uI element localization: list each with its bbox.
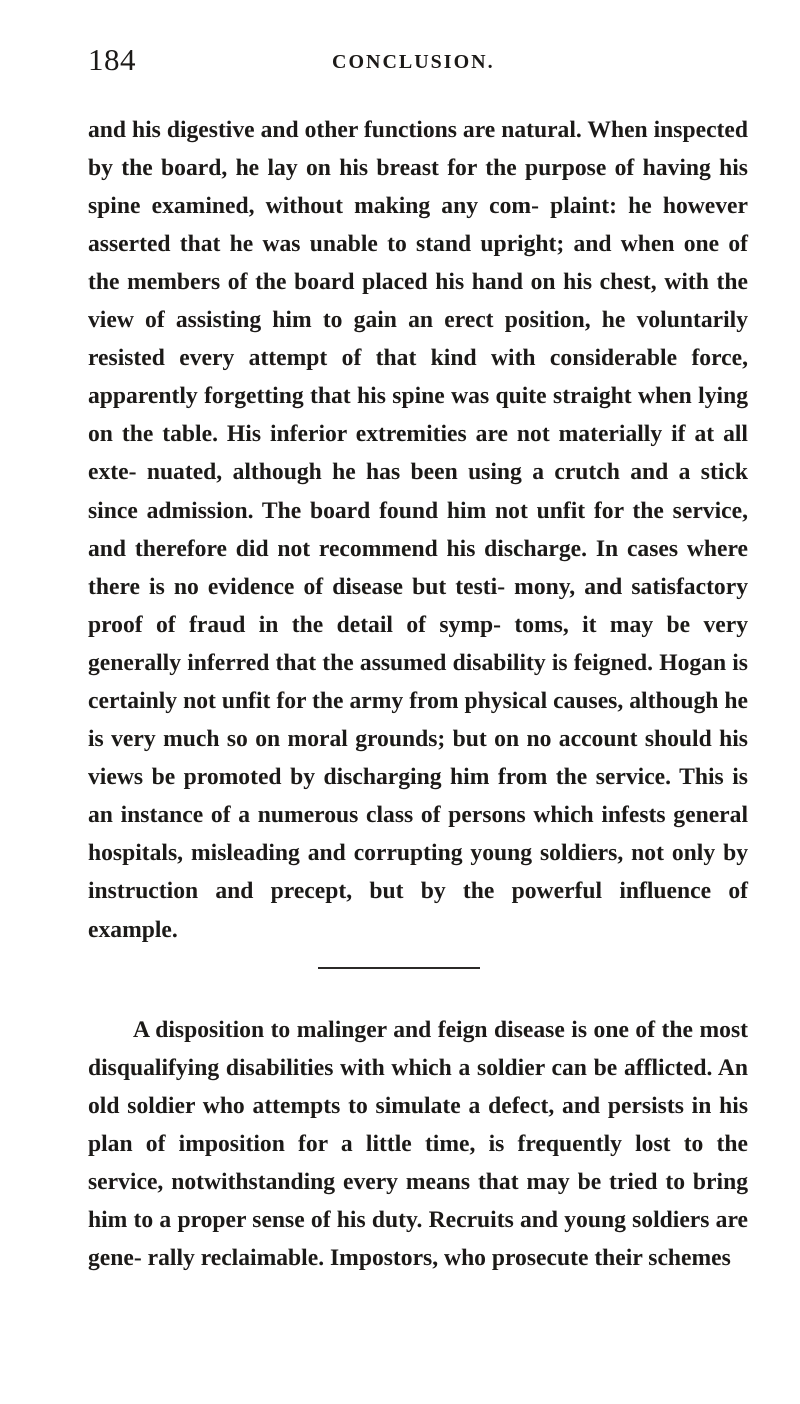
page-number: 184 (88, 42, 136, 77)
paragraph-2: A disposition to malinger and feign disease is one of the most disqualifying disabilities with which a soldier can be afflicted. An old soldier who attempts to simulate a defect, and persists in his plan of imposition for a little time, is frequently lost to the service, notwithstanding every means that may be tried to bring him to a proper sense of his duty. Recruits and young soldiers are gene- rally reclaimable. Impostors, who prosecute their schemes (88, 1016, 748, 1272)
page-header (88, 38, 748, 82)
running-title: CONCLUSION. (332, 51, 495, 73)
paragraph-1: and his digestive and other functions are natural. When inspected by the board, he lay on his breast for the purpose of having his spine examined, without making any com- plaint: he however asserted that he was unable to stand upright; and when one of the members of the board placed his hand on his chest, with the view of assisting him to gain an erect position, he voluntarily resisted every attempt of that kind with considerable force, apparently forgetting that his spine was quite straight when lying on the table. His inferior extremities are not materially if at all exte- nuated, although he has been using a crutch and a stick since admission. The board found him not unfit for the service, and therefore did not recommend his discharge. In cases where there is no evidence of disease but testi- mony, and satisfactory proof of fraud in the detail of symp- toms, it may be very generally inferred that the assumed disability is feigned. Hogan is certainly not unfit for the army from physical causes, although he is very much so on moral grounds; but on no account should his views be promoted by discharging him from the service. This is an instance of a numerous class of persons which infests general hospitals, misleading and corrupting young soldiers, not only by instruction and precept, but by the powerful influence of example. (88, 116, 748, 943)
section-divider (318, 967, 480, 969)
